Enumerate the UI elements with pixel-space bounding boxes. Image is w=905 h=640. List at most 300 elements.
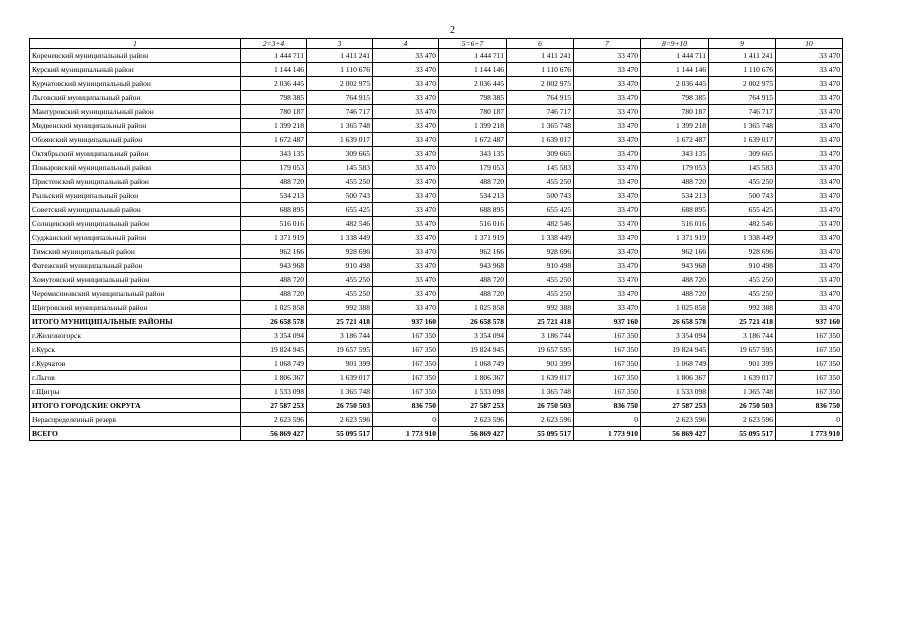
value-cell: 33 470	[373, 231, 439, 245]
value-cell: 33 470	[776, 217, 843, 231]
value-cell: 655 425	[507, 203, 574, 217]
value-cell: 27 587 253	[241, 399, 307, 413]
value-cell: 0	[776, 413, 843, 427]
row-label: Поныровский муниципальный район	[30, 161, 241, 175]
value-cell: 455 250	[507, 175, 574, 189]
value-cell: 167 350	[776, 371, 843, 385]
value-cell: 1 444 711	[641, 49, 709, 63]
value-cell: 1 371 919	[641, 231, 709, 245]
table-row	[30, 77, 843, 91]
value-cell: 516 016	[439, 217, 507, 231]
value-cell: 33 470	[776, 63, 843, 77]
value-cell: 1 444 711	[241, 49, 307, 63]
value-cell: 488 720	[641, 273, 709, 287]
value-cell: 33 470	[373, 175, 439, 189]
value-cell: 33 470	[574, 245, 641, 259]
row-label: ВСЕГО	[30, 427, 241, 441]
value-cell: 910 498	[709, 259, 776, 273]
row-label: Фатежский муниципальный район	[30, 259, 241, 273]
value-cell: 1 371 919	[439, 231, 507, 245]
value-cell: 488 720	[439, 273, 507, 287]
value-cell: 488 720	[439, 287, 507, 301]
value-cell: 26 750 503	[307, 399, 373, 413]
value-cell: 33 470	[776, 119, 843, 133]
value-cell: 33 470	[776, 301, 843, 315]
value-cell: 33 470	[373, 147, 439, 161]
value-cell: 780 187	[241, 105, 307, 119]
value-cell: 488 720	[241, 273, 307, 287]
value-cell: 33 470	[574, 217, 641, 231]
value-cell: 1 144 146	[439, 63, 507, 77]
value-cell: 1 365 748	[709, 385, 776, 399]
table-row	[30, 371, 843, 385]
header-cell: 3	[307, 39, 373, 49]
value-cell: 2 623 596	[241, 413, 307, 427]
page-number: 2	[450, 25, 455, 36]
value-cell: 56 869 427	[439, 427, 507, 441]
value-cell: 1 110 676	[709, 63, 776, 77]
row-label: ИТОГО МУНИЦИПАЛЬНЫЕ РАЙОНЫ	[30, 315, 241, 329]
row-label: Щигровский муниципальный район	[30, 301, 241, 315]
row-label: Медвенский муниципальный район	[30, 119, 241, 133]
table-row	[30, 231, 843, 245]
total-row	[30, 399, 843, 413]
table-row	[30, 119, 843, 133]
header-cell: 7	[574, 39, 641, 49]
value-cell: 455 250	[709, 287, 776, 301]
value-cell: 25 721 418	[507, 315, 574, 329]
value-cell: 33 470	[776, 231, 843, 245]
row-label: Рыльский муниципальный район	[30, 189, 241, 203]
row-label: Обоянский муниципальный район	[30, 133, 241, 147]
value-cell: 33 470	[776, 161, 843, 175]
value-cell: 688 895	[241, 203, 307, 217]
table-row	[30, 105, 843, 119]
value-cell: 19 824 945	[641, 343, 709, 357]
value-cell: 655 425	[307, 203, 373, 217]
value-cell: 746 717	[507, 105, 574, 119]
value-cell: 33 470	[574, 105, 641, 119]
value-cell: 0	[373, 413, 439, 427]
value-cell: 33 470	[373, 161, 439, 175]
value-cell: 1 806 367	[241, 371, 307, 385]
value-cell: 688 895	[439, 203, 507, 217]
table-row	[30, 161, 843, 175]
value-cell: 33 470	[373, 203, 439, 217]
value-cell: 937 160	[373, 315, 439, 329]
value-cell: 55 095 517	[709, 427, 776, 441]
value-cell: 33 470	[373, 301, 439, 315]
value-cell: 33 470	[776, 245, 843, 259]
value-cell: 516 016	[641, 217, 709, 231]
table-row	[30, 133, 843, 147]
row-label: Нераспределенный резерв	[30, 413, 241, 427]
value-cell: 2 623 596	[307, 413, 373, 427]
value-cell: 33 470	[574, 301, 641, 315]
value-cell: 500 743	[709, 189, 776, 203]
value-cell: 33 470	[776, 105, 843, 119]
value-cell: 1 411 241	[709, 49, 776, 63]
value-cell: 1 533 098	[641, 385, 709, 399]
value-cell: 937 160	[776, 315, 843, 329]
value-cell: 1 399 218	[641, 119, 709, 133]
table-row	[30, 343, 843, 357]
table-row	[30, 175, 843, 189]
value-cell: 746 717	[307, 105, 373, 119]
value-cell: 56 869 427	[641, 427, 709, 441]
header-cell: 6	[507, 39, 574, 49]
value-cell: 488 720	[439, 175, 507, 189]
value-cell: 1 773 910	[776, 427, 843, 441]
value-cell: 928 696	[307, 245, 373, 259]
row-label: Советский муниципальный район	[30, 203, 241, 217]
row-label: г.Щигры	[30, 385, 241, 399]
row-label: Кореневский муниципальный район	[30, 49, 241, 63]
value-cell: 798 385	[641, 91, 709, 105]
row-label: Октябрьский муниципальный район	[30, 147, 241, 161]
value-cell: 33 470	[574, 147, 641, 161]
value-cell: 145 583	[709, 161, 776, 175]
table-row	[30, 413, 843, 427]
value-cell: 33 470	[373, 259, 439, 273]
header-cell: 10	[776, 39, 843, 49]
value-cell: 1 025 858	[241, 301, 307, 315]
value-cell: 943 968	[439, 259, 507, 273]
value-cell: 1 068 749	[439, 357, 507, 371]
value-cell: 167 350	[373, 343, 439, 357]
value-cell: 1 639 017	[709, 371, 776, 385]
value-cell: 482 546	[307, 217, 373, 231]
value-cell: 1 365 748	[307, 385, 373, 399]
value-cell: 33 470	[373, 245, 439, 259]
value-cell: 33 470	[373, 63, 439, 77]
row-label: г.Курск	[30, 343, 241, 357]
value-cell: 1 365 748	[507, 385, 574, 399]
value-cell: 1 411 241	[307, 49, 373, 63]
value-cell: 943 968	[241, 259, 307, 273]
value-cell: 309 665	[709, 147, 776, 161]
value-cell: 33 470	[776, 203, 843, 217]
value-cell: 1 672 487	[641, 133, 709, 147]
row-label: Курский муниципальный район	[30, 63, 241, 77]
value-cell: 179 053	[241, 161, 307, 175]
value-cell: 33 470	[776, 287, 843, 301]
table-row	[30, 287, 843, 301]
value-cell: 1 068 749	[641, 357, 709, 371]
value-cell: 33 470	[574, 77, 641, 91]
value-cell: 488 720	[641, 287, 709, 301]
value-cell: 33 470	[373, 77, 439, 91]
value-cell: 167 350	[574, 357, 641, 371]
value-cell: 455 250	[307, 287, 373, 301]
value-cell: 167 350	[373, 329, 439, 343]
table-row	[30, 217, 843, 231]
value-cell: 3 186 744	[507, 329, 574, 343]
value-cell: 179 053	[439, 161, 507, 175]
value-cell: 500 743	[307, 189, 373, 203]
value-cell: 1 411 241	[507, 49, 574, 63]
table-row	[30, 259, 843, 273]
value-cell: 33 470	[373, 133, 439, 147]
value-cell: 910 498	[507, 259, 574, 273]
table-row	[30, 385, 843, 399]
value-cell: 3 354 094	[439, 329, 507, 343]
value-cell: 19 824 945	[241, 343, 307, 357]
value-cell: 901 399	[307, 357, 373, 371]
value-cell: 1 399 218	[439, 119, 507, 133]
table-row	[30, 357, 843, 371]
table-row	[30, 63, 843, 77]
value-cell: 688 895	[641, 203, 709, 217]
value-cell: 33 470	[373, 287, 439, 301]
value-cell: 33 470	[574, 133, 641, 147]
value-cell: 482 546	[709, 217, 776, 231]
value-cell: 167 350	[373, 371, 439, 385]
value-cell: 1 371 919	[241, 231, 307, 245]
value-cell: 746 717	[709, 105, 776, 119]
value-cell: 167 350	[373, 357, 439, 371]
value-cell: 33 470	[574, 49, 641, 63]
value-cell: 1 806 367	[641, 371, 709, 385]
value-cell: 343 135	[439, 147, 507, 161]
total-row	[30, 427, 843, 441]
row-label: г.Железногорск	[30, 329, 241, 343]
value-cell: 25 721 418	[709, 315, 776, 329]
value-cell: 1 639 017	[709, 133, 776, 147]
value-cell: 1 639 017	[307, 371, 373, 385]
value-cell: 901 399	[709, 357, 776, 371]
header-cell: 8=9+10	[641, 39, 709, 49]
row-label: Черемисиновский муниципальный район	[30, 287, 241, 301]
value-cell: 2 002 975	[709, 77, 776, 91]
value-cell: 19 824 945	[439, 343, 507, 357]
value-cell: 1 533 098	[241, 385, 307, 399]
value-cell: 33 470	[373, 217, 439, 231]
table-body	[30, 49, 843, 441]
value-cell: 764 915	[507, 91, 574, 105]
value-cell: 488 720	[241, 175, 307, 189]
value-cell: 1 533 098	[439, 385, 507, 399]
value-cell: 3 354 094	[241, 329, 307, 343]
value-cell: 167 350	[574, 371, 641, 385]
value-cell: 455 250	[507, 273, 574, 287]
value-cell: 1 110 676	[507, 63, 574, 77]
value-cell: 167 350	[574, 385, 641, 399]
value-cell: 33 470	[373, 119, 439, 133]
value-cell: 516 016	[241, 217, 307, 231]
value-cell: 26 750 503	[709, 399, 776, 413]
value-cell: 2 623 596	[439, 413, 507, 427]
value-cell: 1 806 367	[439, 371, 507, 385]
value-cell: 943 968	[641, 259, 709, 273]
value-cell: 836 750	[574, 399, 641, 413]
header-cell: 4	[373, 39, 439, 49]
table-row	[30, 203, 843, 217]
value-cell: 798 385	[439, 91, 507, 105]
value-cell: 798 385	[241, 91, 307, 105]
value-cell: 655 425	[709, 203, 776, 217]
value-cell: 26 658 578	[241, 315, 307, 329]
value-cell: 3 186 744	[709, 329, 776, 343]
value-cell: 167 350	[776, 329, 843, 343]
value-cell: 33 470	[776, 189, 843, 203]
value-cell: 1 025 858	[439, 301, 507, 315]
value-cell: 780 187	[641, 105, 709, 119]
value-cell: 534 213	[439, 189, 507, 203]
header-cell: 2=3+4	[241, 39, 307, 49]
value-cell: 992 388	[507, 301, 574, 315]
budget-table	[29, 38, 843, 441]
table-row	[30, 273, 843, 287]
value-cell: 455 250	[709, 175, 776, 189]
value-cell: 500 743	[507, 189, 574, 203]
row-label: Пристенский муниципальный район	[30, 175, 241, 189]
value-cell: 309 665	[507, 147, 574, 161]
value-cell: 33 470	[574, 63, 641, 77]
value-cell: 33 470	[574, 161, 641, 175]
value-cell: 1 365 748	[709, 119, 776, 133]
table-row	[30, 329, 843, 343]
value-cell: 992 388	[307, 301, 373, 315]
value-cell: 2 002 975	[507, 77, 574, 91]
value-cell: 343 135	[641, 147, 709, 161]
value-cell: 167 350	[574, 343, 641, 357]
value-cell: 33 470	[574, 259, 641, 273]
value-cell: 2 623 596	[641, 413, 709, 427]
value-cell: 1 773 910	[574, 427, 641, 441]
value-cell: 55 095 517	[507, 427, 574, 441]
value-cell: 26 750 503	[507, 399, 574, 413]
value-cell: 33 470	[574, 175, 641, 189]
value-cell: 19 657 595	[507, 343, 574, 357]
value-cell: 33 470	[776, 77, 843, 91]
value-cell: 1 444 711	[439, 49, 507, 63]
value-cell: 962 166	[641, 245, 709, 259]
header-cell: 1	[30, 39, 241, 49]
table-row	[30, 245, 843, 259]
value-cell: 33 470	[373, 91, 439, 105]
value-cell: 1 399 218	[241, 119, 307, 133]
value-cell: 179 053	[641, 161, 709, 175]
value-cell: 55 095 517	[307, 427, 373, 441]
row-label: Хомутовский муниципальный район	[30, 273, 241, 287]
value-cell: 534 213	[241, 189, 307, 203]
value-cell: 167 350	[776, 343, 843, 357]
value-cell: 488 720	[641, 175, 709, 189]
value-cell: 1 365 748	[307, 119, 373, 133]
header-cell: 5=6+7	[439, 39, 507, 49]
value-cell: 33 470	[776, 259, 843, 273]
value-cell: 33 470	[373, 105, 439, 119]
value-cell: 928 696	[709, 245, 776, 259]
value-cell: 1 672 487	[439, 133, 507, 147]
table-row	[30, 147, 843, 161]
value-cell: 33 470	[776, 133, 843, 147]
value-cell: 1 639 017	[307, 133, 373, 147]
value-cell: 56 869 427	[241, 427, 307, 441]
table-row	[30, 49, 843, 63]
value-cell: 910 498	[307, 259, 373, 273]
value-cell: 145 583	[307, 161, 373, 175]
row-label: Солнцевский муниципальный район	[30, 217, 241, 231]
value-cell: 1 338 449	[507, 231, 574, 245]
header-row	[30, 39, 843, 49]
value-cell: 33 470	[574, 189, 641, 203]
value-cell: 764 915	[307, 91, 373, 105]
value-cell: 145 583	[507, 161, 574, 175]
value-cell: 19 657 595	[709, 343, 776, 357]
total-row	[30, 315, 843, 329]
value-cell: 3 186 744	[307, 329, 373, 343]
value-cell: 167 350	[574, 329, 641, 343]
value-cell: 1 365 748	[507, 119, 574, 133]
value-cell: 1 068 749	[241, 357, 307, 371]
value-cell: 2 036 445	[241, 77, 307, 91]
row-label: ИТОГО ГОРОДСКИЕ ОКРУГА	[30, 399, 241, 413]
value-cell: 33 470	[776, 273, 843, 287]
value-cell: 33 470	[373, 273, 439, 287]
value-cell: 2 036 445	[439, 77, 507, 91]
value-cell: 937 160	[574, 315, 641, 329]
value-cell: 2 036 445	[641, 77, 709, 91]
value-cell: 19 657 595	[307, 343, 373, 357]
row-label: Мантуровский муниципальный район	[30, 105, 241, 119]
value-cell: 455 250	[307, 273, 373, 287]
value-cell: 836 750	[776, 399, 843, 413]
value-cell: 1 639 017	[507, 371, 574, 385]
row-label: Льговский муниципальный район	[30, 91, 241, 105]
value-cell: 33 470	[574, 273, 641, 287]
row-label: Курчатовский муниципальный район	[30, 77, 241, 91]
value-cell: 1 144 146	[641, 63, 709, 77]
value-cell: 33 470	[574, 287, 641, 301]
value-cell: 2 002 975	[307, 77, 373, 91]
table-row	[30, 301, 843, 315]
row-label: г.Льгов	[30, 371, 241, 385]
value-cell: 962 166	[241, 245, 307, 259]
value-cell: 167 350	[373, 385, 439, 399]
row-label: г.Курчатов	[30, 357, 241, 371]
value-cell: 167 350	[776, 385, 843, 399]
value-cell: 25 721 418	[307, 315, 373, 329]
row-label: Суджанский муниципальный район	[30, 231, 241, 245]
value-cell: 26 658 578	[641, 315, 709, 329]
value-cell: 27 587 253	[439, 399, 507, 413]
value-cell: 1 025 858	[641, 301, 709, 315]
table-row	[30, 189, 843, 203]
value-cell: 343 135	[241, 147, 307, 161]
value-cell: 836 750	[373, 399, 439, 413]
value-cell: 33 470	[373, 189, 439, 203]
value-cell: 455 250	[709, 273, 776, 287]
value-cell: 309 665	[307, 147, 373, 161]
table-row	[30, 91, 843, 105]
value-cell: 33 470	[776, 175, 843, 189]
value-cell: 1 338 449	[709, 231, 776, 245]
value-cell: 482 546	[507, 217, 574, 231]
value-cell: 488 720	[241, 287, 307, 301]
value-cell: 1 773 910	[373, 427, 439, 441]
value-cell: 455 250	[507, 287, 574, 301]
value-cell: 2 623 596	[709, 413, 776, 427]
value-cell: 534 213	[641, 189, 709, 203]
value-cell: 33 470	[373, 49, 439, 63]
value-cell: 33 470	[574, 203, 641, 217]
value-cell: 1 338 449	[307, 231, 373, 245]
value-cell: 1 672 487	[241, 133, 307, 147]
value-cell: 1 639 017	[507, 133, 574, 147]
value-cell: 1 144 146	[241, 63, 307, 77]
